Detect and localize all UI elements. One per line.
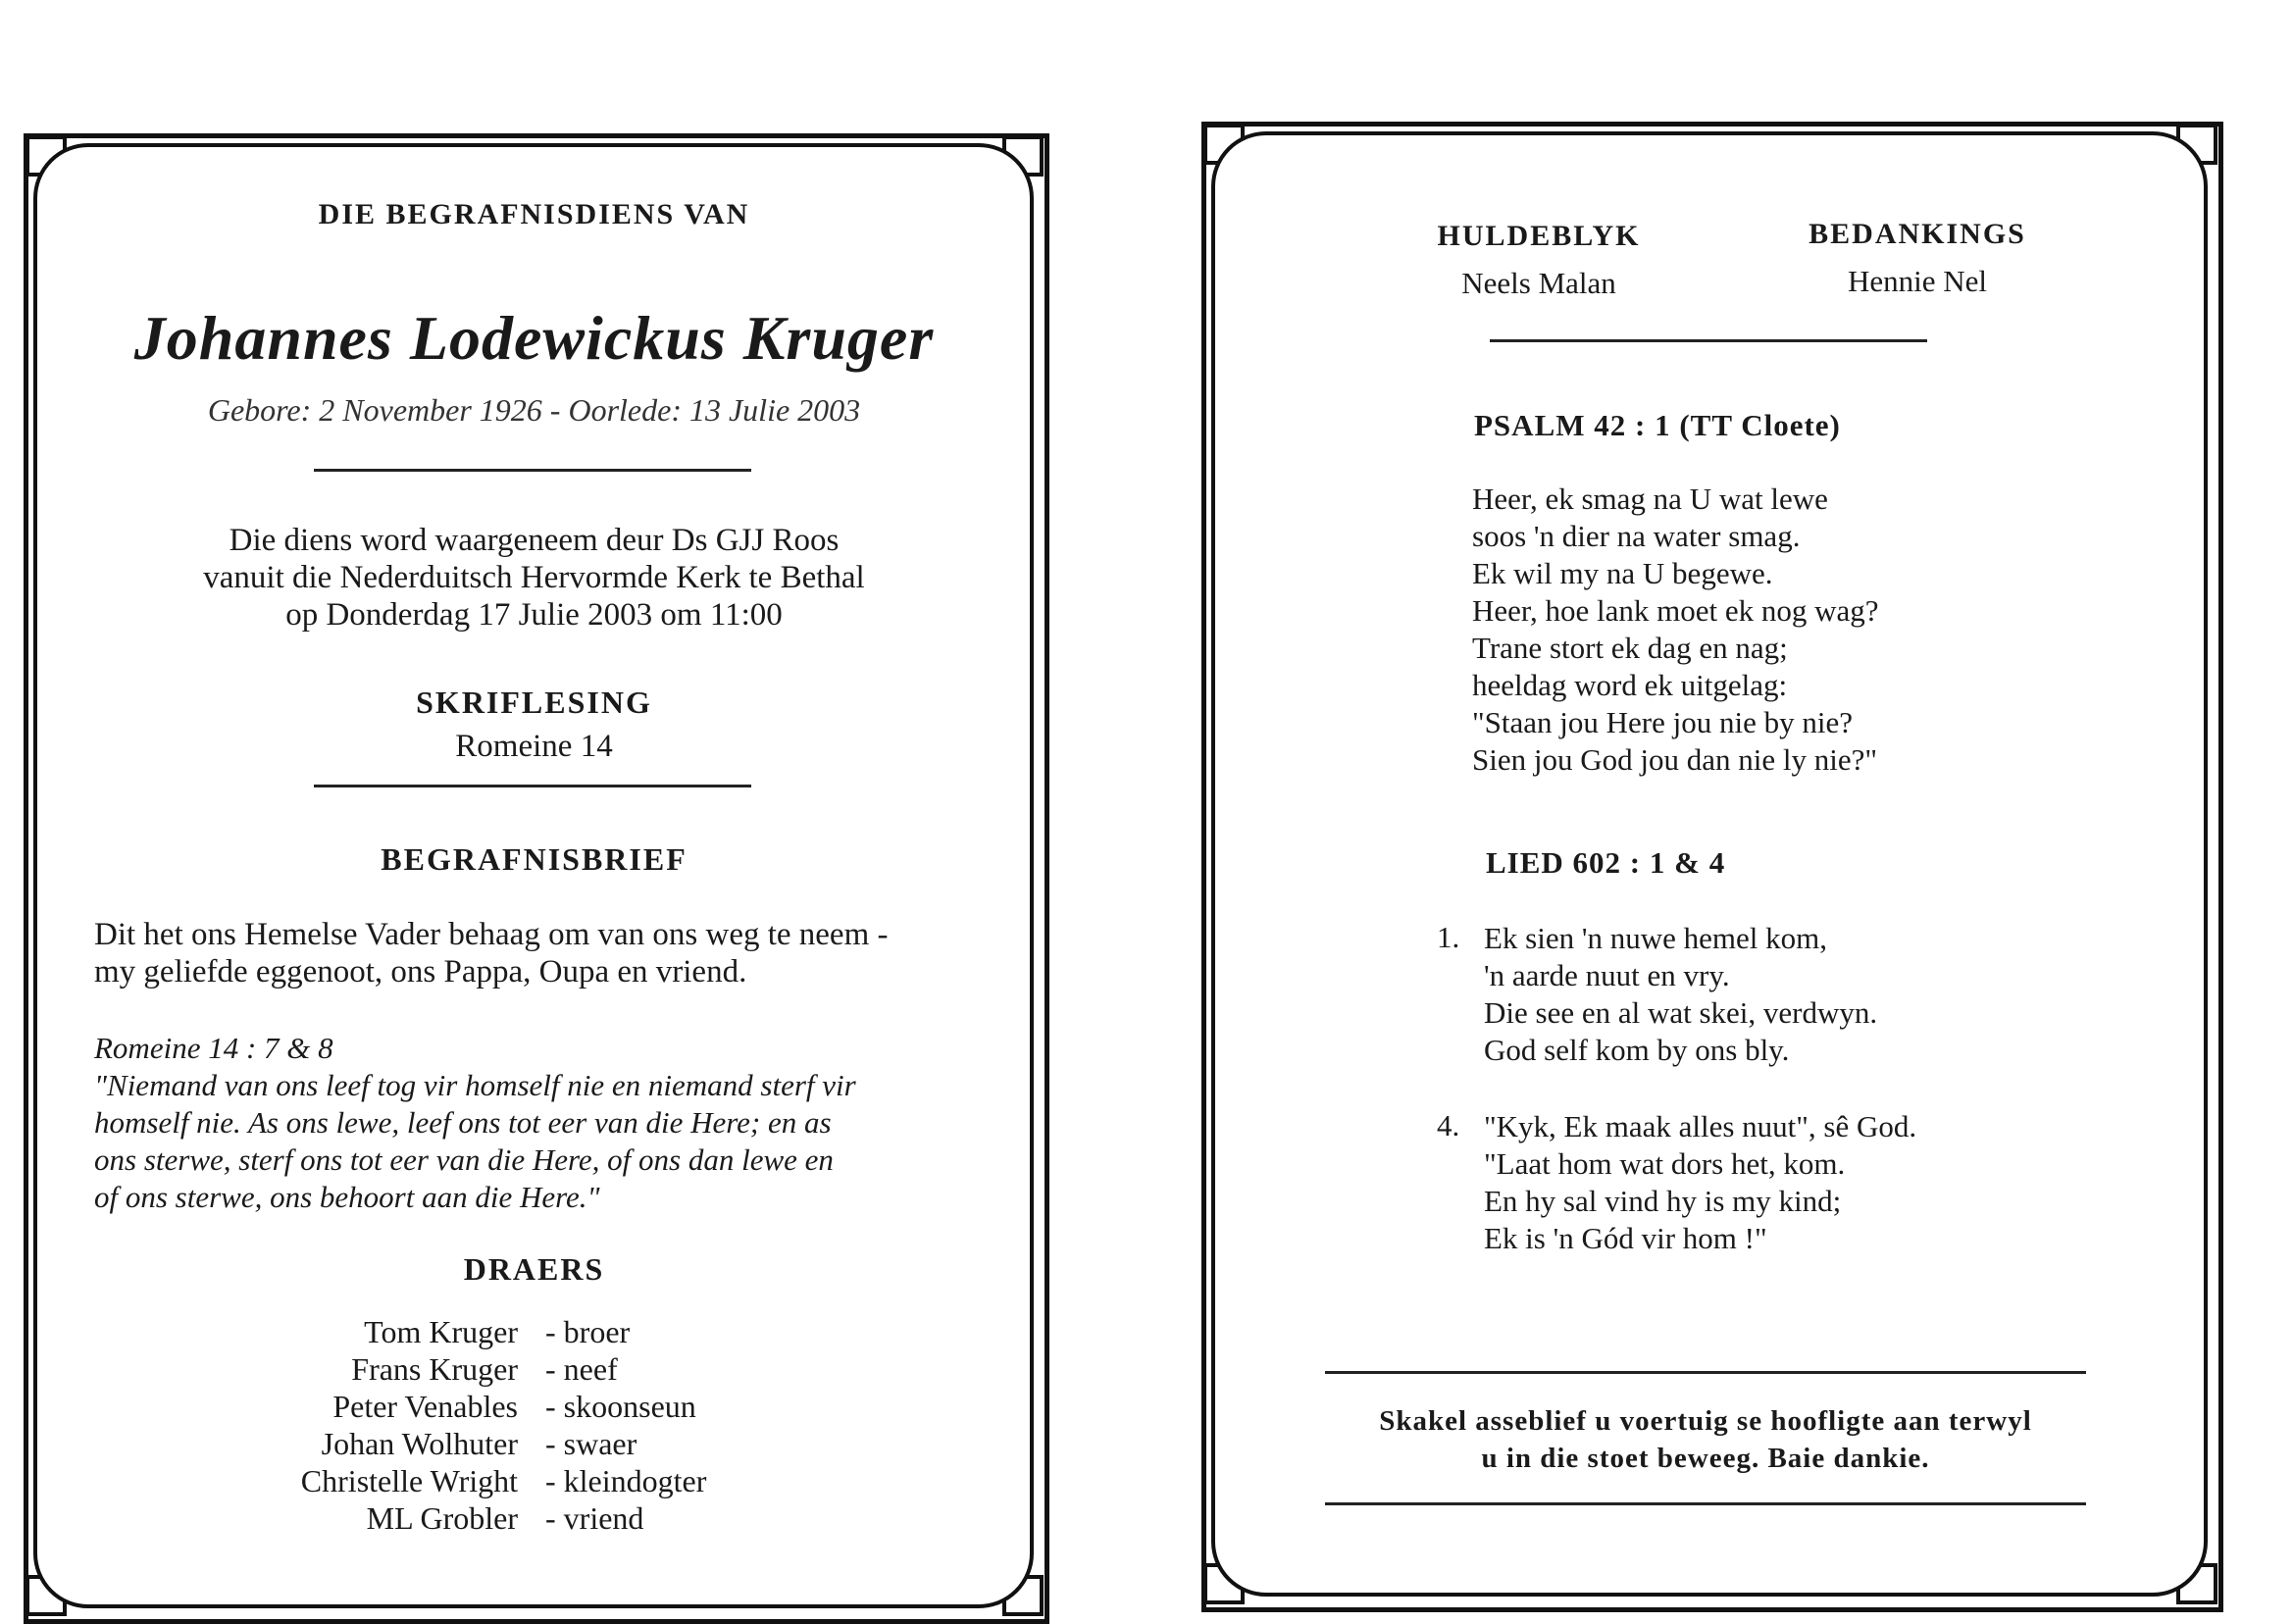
closing-note-line: u in die stoet beweeg. Baie dankie. bbox=[1481, 1443, 1930, 1474]
hymn-line: 'n aarde nuut en vry. bbox=[1484, 958, 1730, 992]
deceased-name: Johannes Lodewickus Kruger bbox=[133, 303, 935, 373]
stanza-number: 1. bbox=[1437, 920, 1460, 954]
stanza-lines bbox=[1484, 920, 1877, 1069]
psalm-line: "Staan jou Here jou nie by nie? bbox=[1472, 705, 1853, 739]
service-title: DIE BEGRAFNISDIENS VAN bbox=[318, 198, 750, 230]
scripture-line: "Niemand van ons leef tog vir homself nie en niemand sterf vir bbox=[94, 1068, 856, 1102]
bearer-name: Johan Wolhuter bbox=[321, 1426, 518, 1461]
bearer-relation: - neef bbox=[545, 1351, 618, 1387]
bearer-name: Christelle Wright bbox=[300, 1463, 518, 1498]
bearer-name: Peter Venables bbox=[332, 1389, 518, 1424]
right-page bbox=[1146, 0, 2293, 1622]
stanza-number: 4. bbox=[1437, 1108, 1460, 1142]
life-dates: Gebore: 2 November 1926 - Oorlede: 13 Julie 2003 bbox=[207, 392, 861, 428]
closing-note-line: Skakel asseblief u voertuig se hoofligte aan terwyl bbox=[1379, 1405, 2032, 1437]
bearer-row bbox=[224, 1351, 773, 1389]
bearer-relation: - kleindogter bbox=[545, 1463, 707, 1498]
hymn-heading: LIED 602 : 1 & 4 bbox=[1486, 845, 1726, 880]
bearer-row bbox=[224, 1426, 773, 1463]
hymn-line: God self kom by ons bly. bbox=[1484, 1033, 1790, 1067]
psalm-line: soos 'n dier na water smag. bbox=[1472, 519, 1801, 553]
hymn-line: En hy sal vind hy is my kind; bbox=[1484, 1184, 1842, 1218]
service-details-line: Die diens word waargeneem deur Ds GJJ Roos bbox=[229, 523, 840, 558]
bearer-row bbox=[224, 1389, 773, 1426]
reading-heading: SKRIFLESING bbox=[416, 685, 652, 720]
service-details bbox=[43, 522, 1025, 634]
closing-note bbox=[1303, 1402, 2108, 1477]
bearers-heading: DRAERS bbox=[463, 1251, 605, 1287]
psalm-line: Heer, hoe lank moet ek nog wag? bbox=[1472, 593, 1879, 628]
scripture-line: homself nie. As ons lewe, leef ons tot eer van die Here; en as bbox=[94, 1105, 832, 1140]
tribute-heading: HULDEBLYK bbox=[1437, 220, 1641, 252]
letter-line: my geliefde eggenoot, ons Pappa, Oupa en vriend. bbox=[94, 954, 747, 990]
service-details-line: vanuit die Nederduitsch Hervormde Kerk te Bethal bbox=[203, 560, 865, 595]
hymn-line: "Kyk, Ek maak alles nuut", sê God. bbox=[1484, 1109, 1917, 1143]
bearer-relation: - broer bbox=[545, 1314, 631, 1349]
bearer-relation: - vriend bbox=[545, 1500, 644, 1536]
divider bbox=[1325, 1502, 2086, 1505]
bearer-name: Tom Kruger bbox=[364, 1314, 518, 1349]
bearer-name: Frans Kruger bbox=[351, 1351, 518, 1387]
divider bbox=[314, 469, 751, 472]
bearer-row bbox=[224, 1463, 773, 1500]
psalm-heading: PSALM 42 : 1 (TT Cloete) bbox=[1474, 408, 1841, 442]
psalm-line: Ek wil my na U begewe. bbox=[1472, 556, 1773, 590]
bearer-name: ML Grobler bbox=[366, 1500, 518, 1536]
letter-heading: BEGRAFNISBRIEF bbox=[381, 841, 688, 877]
bearers-list bbox=[224, 1314, 773, 1540]
scripture-line: ons sterwe, sterf ons tot eer van die Here, of ons dan lewe en bbox=[94, 1142, 834, 1177]
psalm-line: Trane stort ek dag en nag; bbox=[1472, 631, 1788, 665]
hymn-line: Ek sien 'n nuwe hemel kom, bbox=[1484, 921, 1827, 955]
reading-text: Romeine 14 bbox=[455, 729, 613, 764]
psalm-line: heeldag word ek uitgelag: bbox=[1472, 668, 1788, 702]
thanks-heading: BEDANKINGS bbox=[1809, 218, 2026, 250]
hymn-line: Ek is 'n Gód vir hom !" bbox=[1484, 1221, 1767, 1255]
letter-text bbox=[94, 916, 996, 990]
thanks-name: Hennie Nel bbox=[1847, 264, 1988, 298]
hymn-stanza bbox=[1437, 1108, 2025, 1265]
psalm-verse bbox=[1472, 481, 1879, 779]
scripture-line: of ons sterwe, ons behoort aan die Here." bbox=[94, 1180, 600, 1214]
left-page bbox=[0, 0, 1146, 1622]
divider bbox=[314, 785, 751, 787]
stanza-lines bbox=[1484, 1108, 1916, 1257]
bearer-row bbox=[224, 1314, 773, 1351]
scripture-reference: Romeine 14 : 7 & 8 bbox=[94, 1031, 333, 1065]
letter-line: Dit het ons Hemelse Vader behaag om van ons weg te neem - bbox=[94, 917, 889, 952]
hymn-line: "Laat hom wat dors het, kom. bbox=[1484, 1146, 1846, 1181]
divider bbox=[1325, 1371, 2086, 1374]
tribute-name: Neels Malan bbox=[1461, 266, 1616, 300]
bearer-relation: - swaer bbox=[545, 1426, 637, 1461]
bearer-relation: - skoonseun bbox=[545, 1389, 696, 1424]
psalm-line: Sien jou God jou dan nie ly nie?" bbox=[1472, 742, 1878, 777]
psalm-line: Heer, ek smag na U wat lewe bbox=[1472, 482, 1828, 516]
hymn-stanza bbox=[1437, 920, 2025, 1077]
bearer-row bbox=[224, 1500, 773, 1538]
hymn-line: Die see en al wat skei, verdwyn. bbox=[1484, 995, 1878, 1030]
divider bbox=[1490, 339, 1927, 342]
service-details-line: op Donderdag 17 Julie 2003 om 11:00 bbox=[285, 597, 783, 633]
scripture-passage bbox=[94, 1030, 996, 1216]
